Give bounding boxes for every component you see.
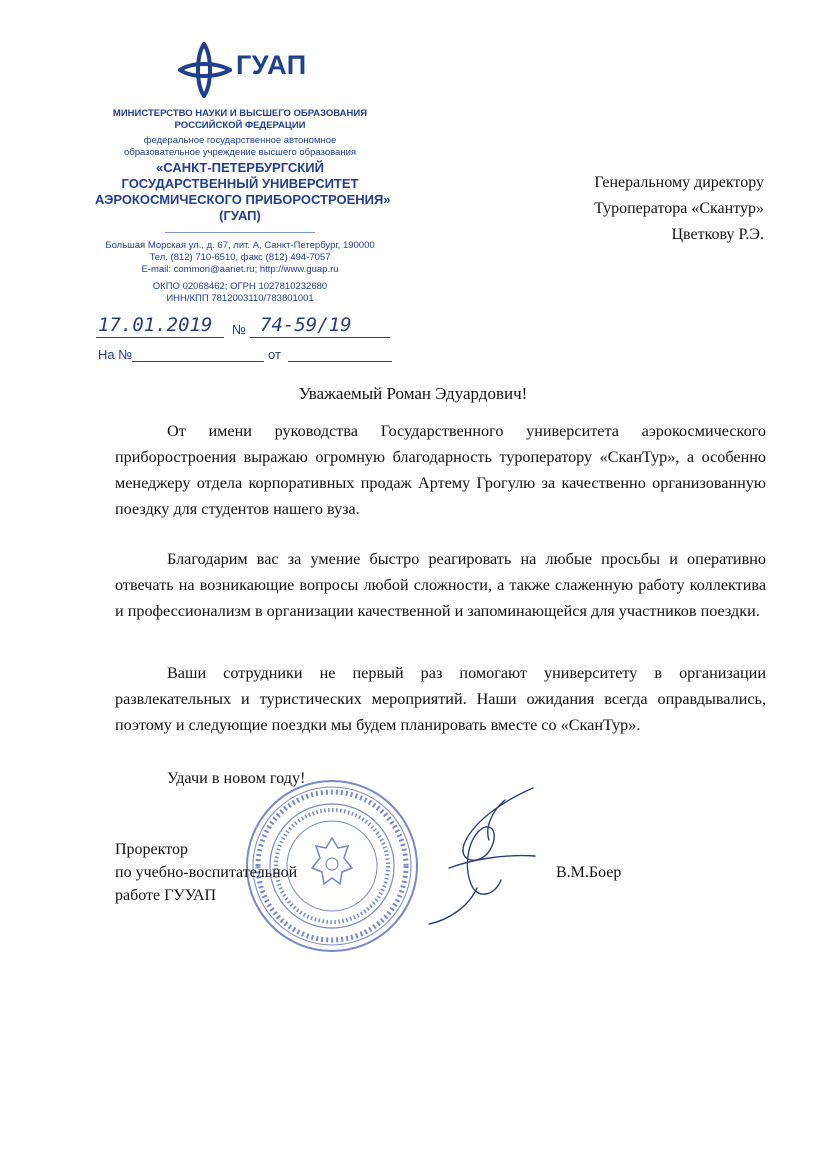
- institution-type-line-1: федеральное государственное автономное: [143, 135, 337, 146]
- body-paragraph-3: Ваши сотрудники не первый раз помогают университету в организации развлекательных и туристических мероприятий. Наши ожидания всегда оправдывались, поэтому и следующие поездки мы будем планировать вместе со «СканТур».: [115, 664, 766, 734]
- addressee-line-1: Генеральному директору: [594, 174, 764, 191]
- number-underline: [250, 337, 390, 338]
- salutation: Уважаемый Роман Эдуардович!: [298, 384, 528, 403]
- signer-position-line-2: по учебно-воспитательной: [115, 864, 298, 881]
- handwritten-signature-icon: [415, 780, 555, 930]
- letterhead-codes-2: ИНН/КПП 7812003110/783801001: [166, 293, 314, 304]
- letterhead-divider: [165, 232, 315, 233]
- outgoing-date: 17.01.2019: [98, 314, 213, 336]
- signer-name: В.М.Боер: [556, 864, 622, 881]
- addressee-line-2: Туроператора «Скантур»: [594, 200, 764, 217]
- reply-number-underline: [132, 361, 264, 362]
- university-name-line-3: АЭРОКОСМИЧЕСКОГО ПРИБОРОСТРОЕНИЯ»: [95, 192, 391, 207]
- ministry-line-2: РОССИЙСКОЙ ФЕДЕРАЦИИ: [174, 120, 306, 131]
- signer-position-line-1: Проректор: [115, 841, 188, 858]
- ministry-line-1: МИНИСТЕРСТВО НАУКИ И ВЫСШЕГО ОБРАЗОВАНИЯ: [112, 108, 368, 119]
- closing-wish: Удачи в новом году!: [167, 769, 306, 787]
- university-name-line-2: ГОСУДАРСТВЕННЫЙ УНИВЕРСИТЕТ: [121, 176, 359, 191]
- letterhead-phone: Тел. (812) 710-6510, факс (812) 494-7057: [149, 252, 331, 263]
- outgoing-number: 74-59/19: [260, 314, 352, 336]
- letterhead-codes-1: ОКПО 02068462; ОГРН 1027810232680: [152, 281, 328, 292]
- logo-text: ГУАП: [236, 50, 307, 80]
- signer-position-line-3: работе ГУУАП: [115, 887, 217, 904]
- addressee-line-3: Цветкову Р.Э.: [671, 226, 764, 243]
- letterhead-email: E-mail: common@aanet.ru; http://www.guap.ru: [141, 264, 339, 275]
- number-label: №: [232, 322, 246, 337]
- date-underline: [96, 337, 224, 338]
- reply-from-underline: [288, 361, 392, 362]
- body-paragraph-1: От имени руководства Государственного университета аэрокосмического приборостроения выражаю огромную благодарность туроператору «СканТур», а особенно менеджеру отдела корпоративных продаж Артему Грогулю за качественно организованную поездку для студентов нашего вуза.: [115, 422, 766, 518]
- university-name-line-1: «САНКТ-ПЕТЕРБУРГСКИЙ: [156, 160, 324, 175]
- institution-type-line-2: образовательное учреждение высшего образования: [123, 147, 357, 158]
- reply-from-label: от: [268, 347, 281, 362]
- university-short-name: (ГУАП): [219, 208, 261, 223]
- letterhead-address: Большая Морская ул., д. 67, лит. А, Санкт-Петербург, 190000: [105, 240, 375, 251]
- body-paragraph-2: Благодарим вас за умение быстро реагировать на любые просьбы и оперативно отвечать на возникающие вопросы любой сложности, а также слаженную работу коллектива и профессионализм в организации качественной и запоминающейся для участников поездки.: [115, 550, 766, 620]
- reply-number-label: На №: [98, 347, 133, 362]
